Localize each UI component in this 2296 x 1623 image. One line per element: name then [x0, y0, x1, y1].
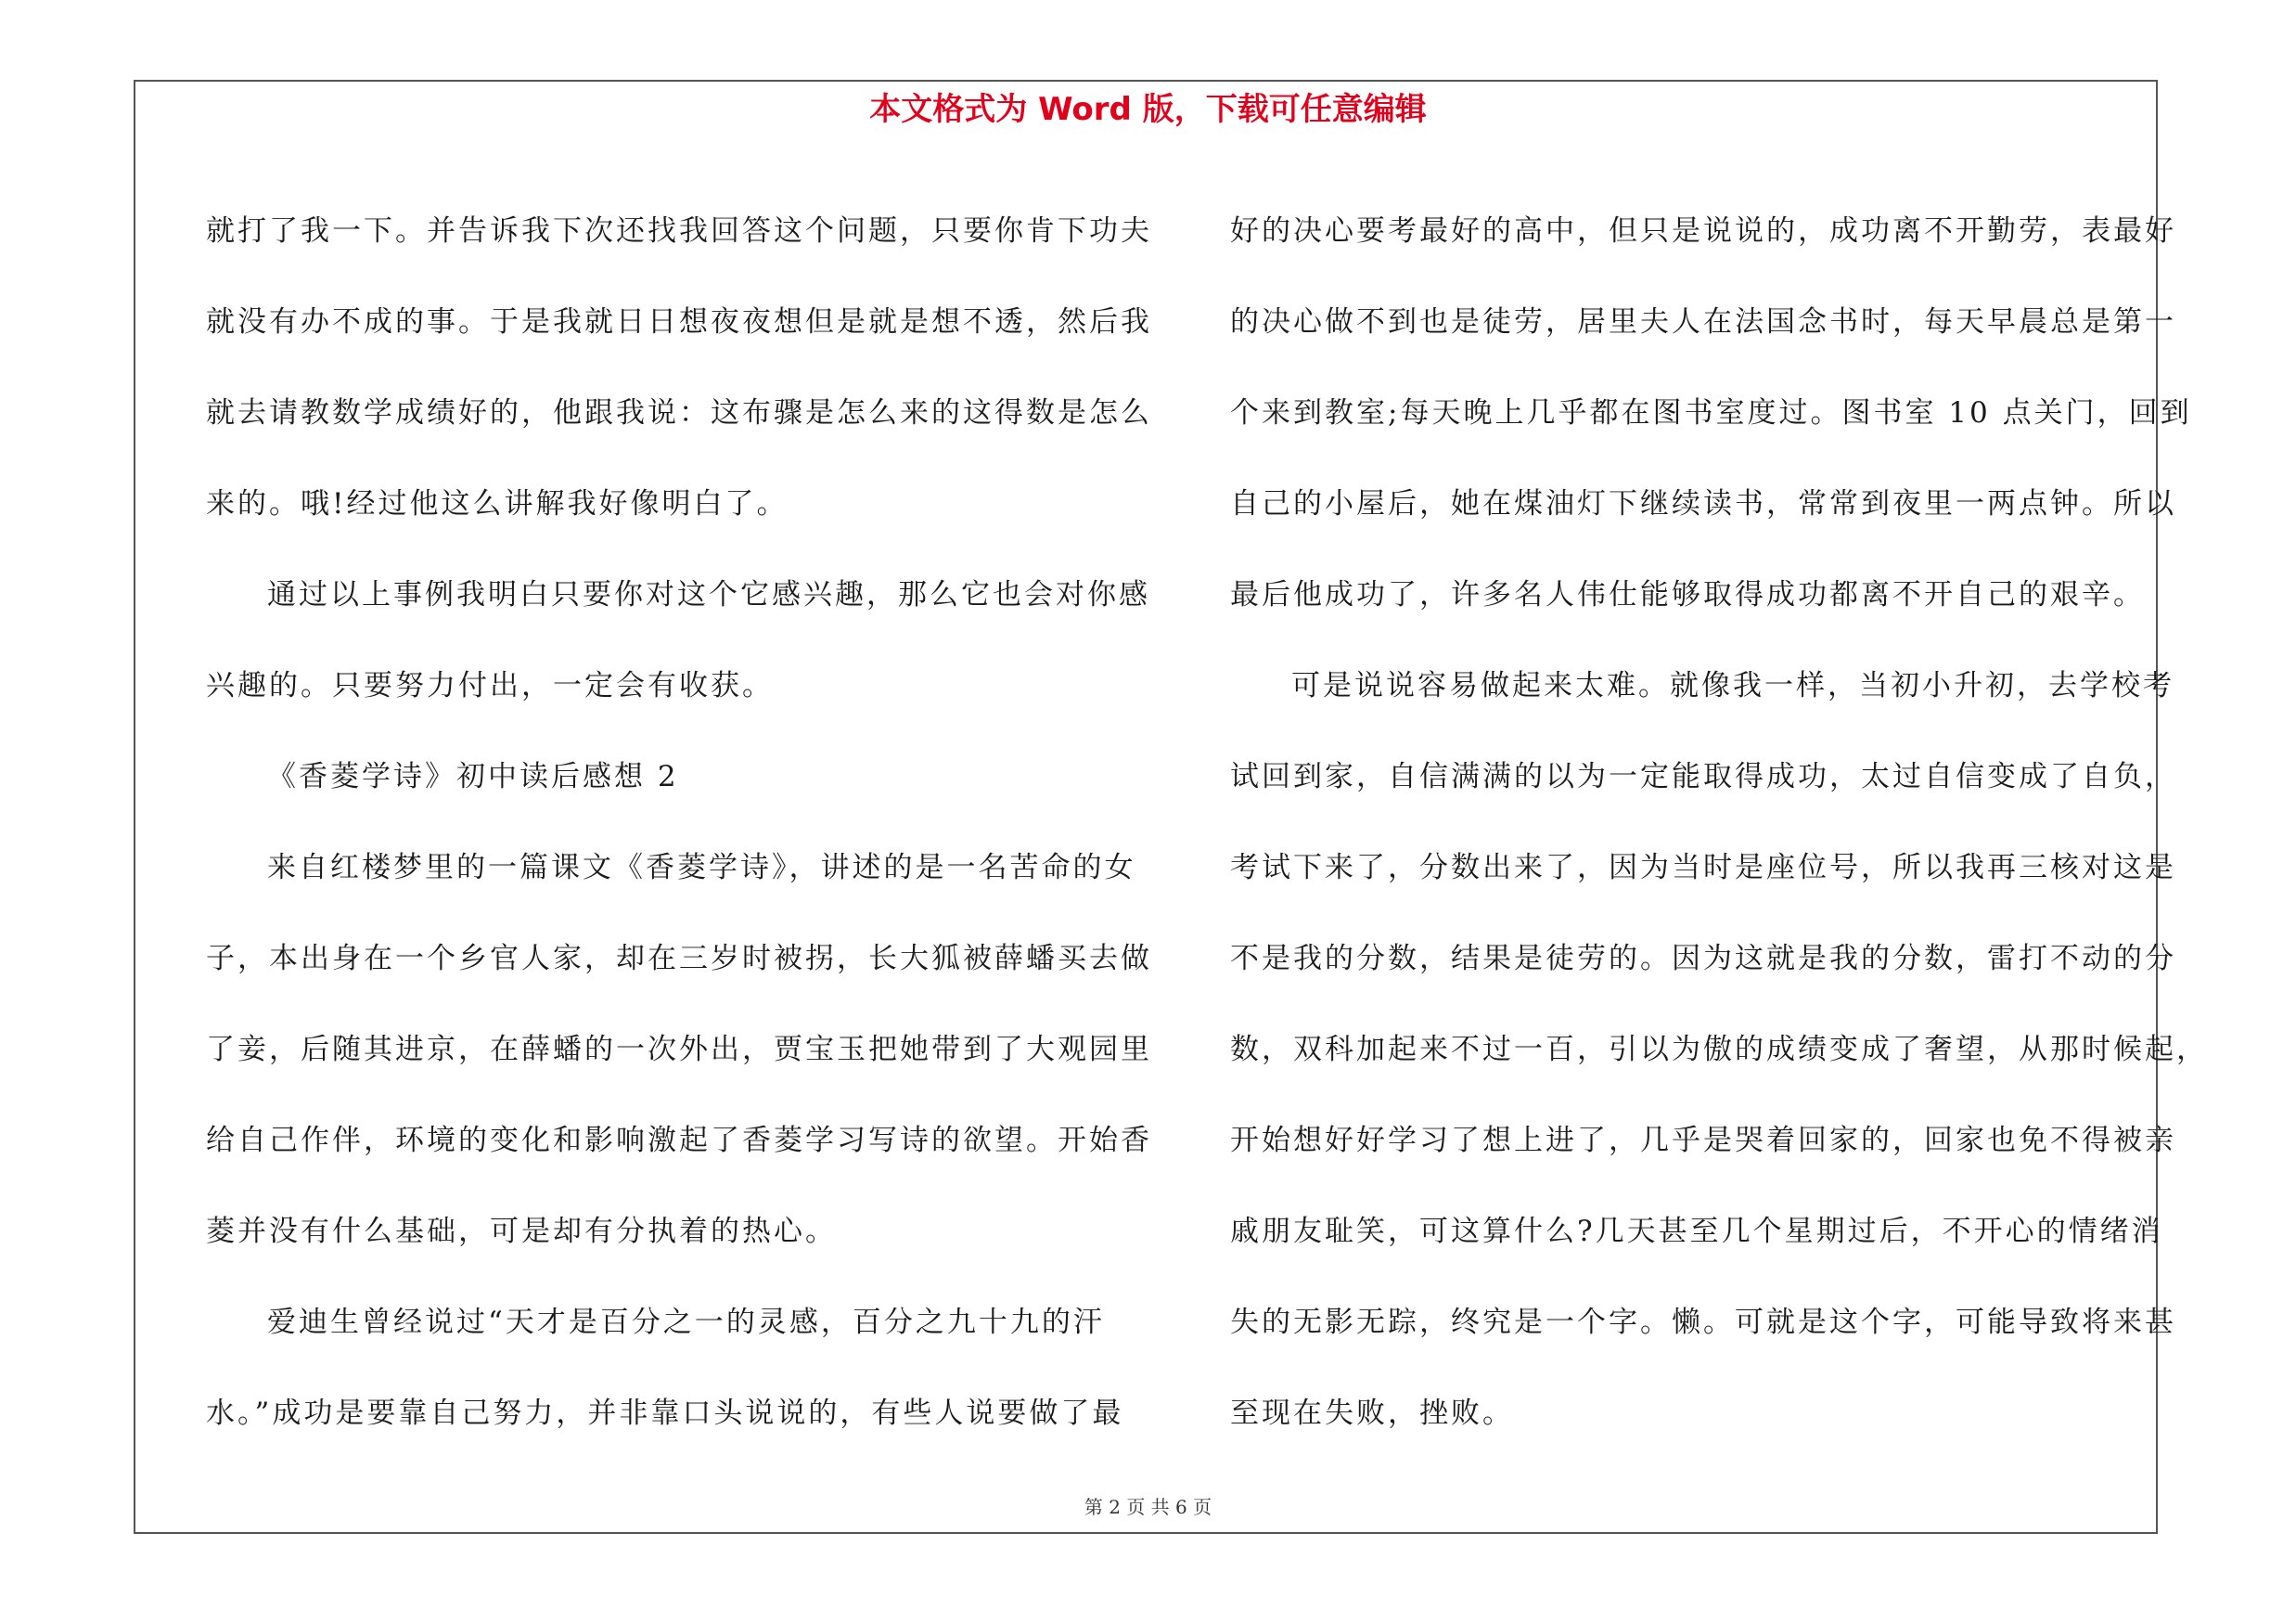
text-line: 就去请教数学成绩好的，他跟我说：这布骤是怎么来的这得数是怎么 — [206, 396, 1152, 430]
text-line: 兴趣的。只要努力付出，一定会有收获。 — [206, 669, 774, 702]
text-line: 戚朋友耻笑，可这算什么?几天甚至几个星期过后，不开心的情绪消 — [1230, 1215, 2163, 1248]
text-line: 菱并没有什么基础，可是却有分执着的热心。 — [206, 1215, 837, 1248]
text-line: 水。”成功是要靠自己努力，并非靠口头说说的，有些人说要做了最 — [206, 1397, 1124, 1430]
page-number-footer: 第 2 页 共 6 页 — [1084, 1496, 1212, 1518]
text-line: 来的。哦!经过他这么讲解我好像明白了。 — [206, 487, 789, 521]
text-line: 数，双科加起来不过一百，引以为傲的成绩变成了奢望，从那时候起， — [1230, 1033, 2208, 1066]
text-line: 好的决心要考最好的高中，但只是说说的，成功离不开勤劳，表最好 — [1230, 214, 2176, 248]
right-text-column — [1230, 186, 2208, 1459]
text-line: 爱迪生曾经说过“天才是百分之一的灵感，百分之九十九的汗 — [267, 1306, 1105, 1339]
text-line: 《香菱学诗》初中读后感想 2 — [267, 760, 679, 793]
text-line: 了妾，后随其进京，在薛蟠的一次外出，贾宝玉把她带到了大观园里 — [206, 1033, 1152, 1066]
text-line: 个来到教室;每天晚上几乎都在图书室度过。图书室 10 点关门，回到 — [1230, 396, 2192, 430]
text-line: 开始想好好学习了想上进了，几乎是哭着回家的，回家也免不得被亲 — [1230, 1124, 2176, 1157]
text-line: 就打了我一下。并告诉我下次还找我回答这个问题，只要你肯下功夫 — [206, 214, 1152, 248]
text-line: 通过以上事例我明白只要你对这个它感兴趣，那么它也会对你感 — [267, 578, 1150, 612]
text-line: 失的无影无踪，终究是一个字。懒。可就是这个字，可能导致将来甚 — [1230, 1306, 2176, 1339]
text-line: 给自己作伴，环境的变化和影响激起了香菱学习写诗的欲望。开始香 — [206, 1124, 1152, 1157]
text-line: 的决心做不到也是徒劳，居里夫人在法国念书时，每天早晨总是第一 — [1230, 305, 2176, 339]
text-line: 最后他成功了，许多名人伟仕能够取得成功都离不开自己的艰辛。 — [1230, 578, 2145, 612]
format-notice-banner: 本文格式为 Word 版，下载可任意编辑 — [869, 91, 1427, 128]
text-line: 至现在失败，挫败。 — [1230, 1397, 1514, 1430]
text-line: 试回到家，自信满满的以为一定能取得成功，太过自信变成了自负， — [1230, 760, 2176, 793]
text-line: 来自红楼梦里的一篇课文《香菱学诗》，讲述的是一名苦命的女 — [267, 851, 1136, 884]
text-line: 自己的小屋后，她在煤油灯下继续读书，常常到夜里一两点钟。所以 — [1230, 487, 2176, 521]
text-line: 就没有办不成的事。于是我就日日想夜夜想但是就是想不透，然后我 — [206, 305, 1152, 339]
text-line: 子，本出身在一个乡官人家，却在三岁时被拐，长大狐被薛蟠买去做 — [206, 942, 1152, 975]
text-line: 不是我的分数，结果是徒劳的。因为这就是我的分数，雷打不动的分 — [1230, 942, 2176, 975]
text-line: 考试下来了，分数出来了，因为当时是座位号，所以我再三核对这是 — [1230, 851, 2176, 884]
text-line: 可是说说容易做起来太难。就像我一样，当初小升初，去学校考 — [1291, 669, 2174, 702]
left-text-column — [206, 186, 1152, 1459]
